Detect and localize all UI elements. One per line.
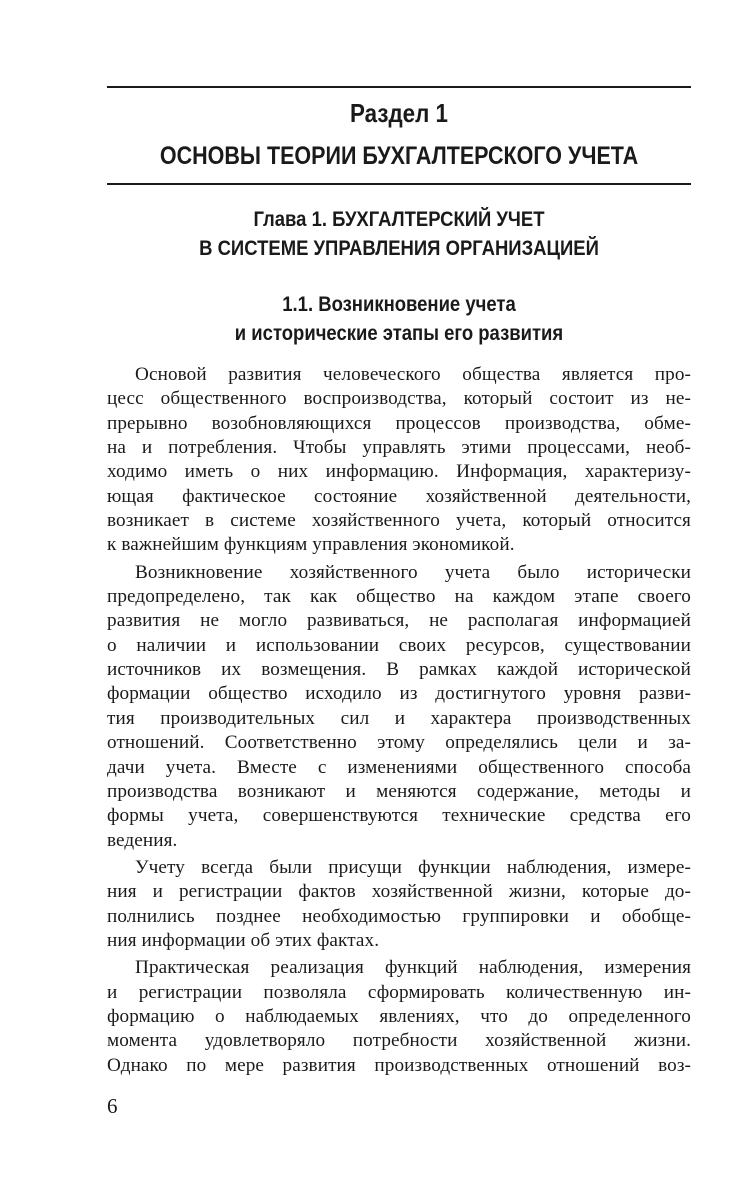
subsection-heading-line: и исторические этапы его развития bbox=[234, 322, 564, 345]
chapter-heading-line: В СИСТЕМЕ УПРАВЛЕНИЯ ОРГАНИЗАЦИЕЙ bbox=[199, 237, 599, 260]
text-line: полнились позднее необходимостью группировки и обобще- bbox=[107, 905, 691, 927]
text-line: предопределено, так как общество на каждом этапе своего bbox=[107, 586, 691, 608]
text-line: ния и регистрации фактов хозяйственной жизни, которые до- bbox=[107, 881, 691, 903]
section-top-rule bbox=[107, 86, 691, 88]
text-line: формацию о наблюдаемых явлениях, что до определенного bbox=[107, 1005, 691, 1027]
text-line: Учету всегда были присущи функции наблюдения, измере- bbox=[135, 856, 691, 878]
text-line: на и потребления. Чтобы управлять этими процессами, необ- bbox=[107, 437, 691, 459]
paragraph bbox=[107, 561, 691, 853]
subsection-heading-line: 1.1. Возникновение учета bbox=[282, 293, 516, 316]
text-line: Практическая реализация функций наблюдения, измерения bbox=[135, 957, 691, 979]
text-line: о наличии и использовании своих ресурсов, существовании bbox=[107, 634, 691, 656]
text-line: Однако по мере развития производственных отношений воз- bbox=[107, 1054, 691, 1076]
text-line: Возникновение хозяйственного учета было исторически bbox=[135, 561, 691, 583]
text-line: цесс общественного воспроизводства, который состоит из не- bbox=[107, 388, 691, 410]
paragraph bbox=[107, 363, 691, 558]
text-line: ходимо иметь о них информацию. Информация, характеризу- bbox=[107, 461, 691, 483]
text-line: возникает в системе хозяйственного учета, который относится bbox=[107, 510, 691, 532]
section-bottom-rule bbox=[107, 183, 691, 185]
text-line: формы учета, совершенствуются технические средства его bbox=[107, 805, 691, 827]
page-number: 6 bbox=[107, 1094, 118, 1118]
book-page bbox=[107, 0, 691, 1182]
paragraph bbox=[107, 956, 691, 1078]
chapter-heading bbox=[107, 205, 691, 263]
text-line: дачи учета. Вместе с изменениями общественного способа bbox=[107, 756, 691, 778]
text-line: тия производительных сил и характера производственных bbox=[107, 707, 691, 729]
text-line: ния информации об этих фактах. bbox=[107, 929, 380, 951]
text-line: ющая фактическое состояние хозяйственной деятельности, bbox=[107, 485, 691, 507]
section-label: Раздел 1 bbox=[350, 98, 448, 128]
text-line: прерывно возобновляющихся процессов производства, обме- bbox=[107, 412, 691, 434]
text-line: производства возникают и меняются содержание, методы и bbox=[107, 780, 691, 802]
paragraph bbox=[107, 856, 691, 953]
text-line: Основой развития человеческого общества является про- bbox=[135, 364, 691, 385]
text-line: отношений. Соответственно этому определялись цели и за- bbox=[107, 732, 691, 754]
text-line: формации общество исходило из достигнутого уровня разви- bbox=[107, 683, 691, 705]
text-line: развития не могло развиваться, не располагая информацией bbox=[107, 610, 691, 632]
text-line: ведения. bbox=[107, 829, 178, 851]
text-line: источников их возмещения. В рамках каждой исторической bbox=[107, 659, 691, 681]
body-text bbox=[107, 363, 691, 1078]
text-line: к важнейшим функциям управления экономикой. bbox=[107, 534, 515, 556]
section-title: ОСНОВЫ ТЕОРИИ БУХГАЛТЕРСКОГО УЧЕТА bbox=[159, 142, 639, 170]
text-line: момента удовлетворяло потребности хозяйственной жизни. bbox=[107, 1030, 691, 1052]
chapter-heading-line: Глава 1. БУХГАЛТЕРСКИЙ УЧЕТ bbox=[253, 208, 545, 231]
text-line: и регистрации позволяла сформировать количественную ин- bbox=[107, 981, 691, 1003]
subsection-heading bbox=[107, 290, 691, 348]
